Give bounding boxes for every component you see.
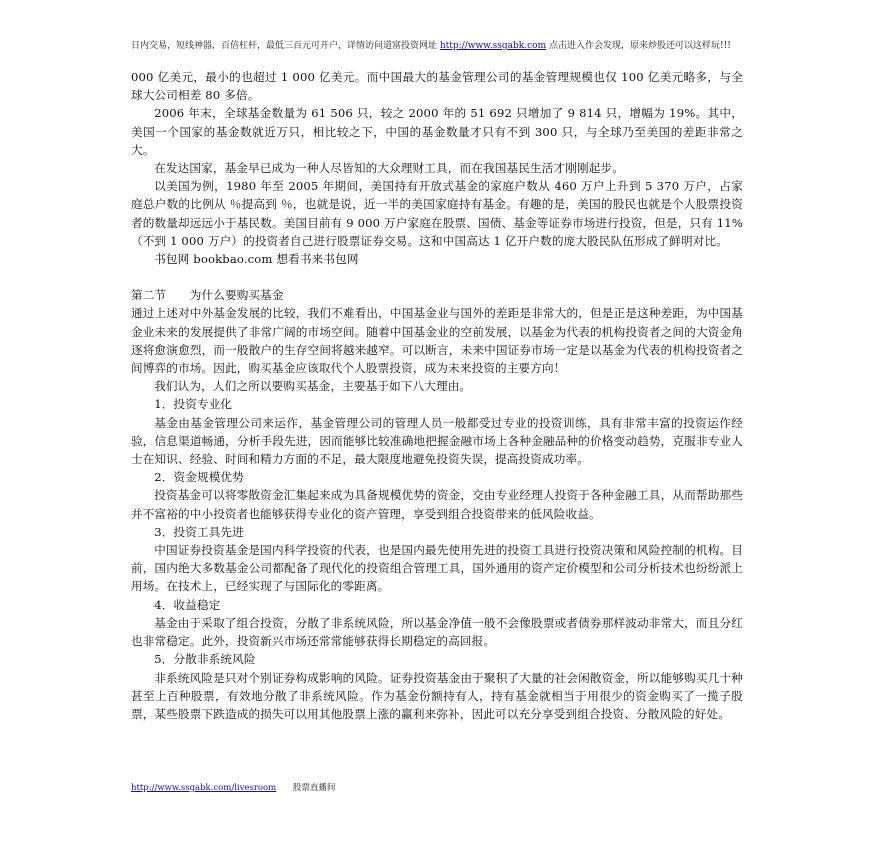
item-title: 2．资金规模优势 (154, 470, 244, 485)
item-title: 5．分散非系统风险 (154, 652, 256, 667)
footer-link[interactable]: http://www.ssgabk.com/livesroom (131, 783, 277, 793)
item-text: 非系统风险是只对个别证券构成影响的风险。证券投资基金由于聚积了大量的社会闲散资金，所以能够购买几十种甚至上百种股票，有效地分散了非系统风险。作为基金份额持有人，持有基金就相当于用很少的资金购买了一揽子股票，某些股票下跌造成的损失可以用其他股票上涨的赢利来弥补，因此可以充分享受到组合投资、分散风险的好处。 (131, 670, 743, 721)
paragraph: 书包网 bookbao.com 想看书来书包网 (154, 252, 359, 267)
section-heading: 第二节 为什么要购买基金 (131, 288, 284, 303)
item-title: 3．投资工具先进 (154, 524, 244, 539)
section-intro: 通过上述对中外基金发展的比较，我们不难看出，中国基金业与国外的差距是非常大的，但是正是这种差距，为中国基金业未来的发展提供了非常广阔的市场空间。随着中国基金业的空前发展，以基金为代表的机构投资者之间的大资金角逐将愈演愈烈，而一般散户的生存空间将越来越窄。可以断言，未来中国证券市场一定是以基金为代表的机构投资者之间博弈的市场。因此，购买基金应该取代个人股票投资，成为未来投资的主要方向！ (131, 306, 743, 376)
footer-label: 股票直播间 (292, 783, 336, 793)
header-ad-after: 点击进入作会发现，原来炒股还可以这样玩!!! (549, 41, 731, 51)
item-text: 基金由于采取了组合投资，分散了非系统风险，所以基金净值一般不会像股票或者债券那样波动非常大，而且分红也非常稳定。此外，投资新兴市场还常常能够获得长期稳定的高回报。 (131, 615, 743, 649)
item-title: 4．收益稳定 (154, 597, 221, 612)
paragraph: 000 亿美元，最小的也超过 1 000 亿美元。而中国最大的基金管理公司的基金管理规模也仅 100 亿美元略多，与全球大公司相差 80 多倍。 (131, 70, 743, 103)
paragraph: 在发达国家，基金早已成为一种人尽皆知的大众理财工具，而在我国基民生活才刚刚起步。 (154, 161, 624, 176)
section-reasons: 我们认为，人们之所以要购买基金，主要基于如下八大理由。 (154, 379, 472, 394)
item-text: 基金由基金管理公司来运作，基金管理公司的管理人员一般都受过专业的投资训练，具有非常丰富的投资运作经验，信息渠道畅通，分析手段先进，因而能够比较准确地把握金融市场上各种金融品种的价格变动趋势，克服非专业人士在知识、经验、时间和精力方面的不足，最大限度地避免投资失误，提高投资成功率。 (131, 415, 743, 467)
page-header (131, 40, 743, 52)
item-title: 1．投资专业化 (154, 397, 233, 412)
paragraph: 以美国为例，1980 年至 2005 年期间，美国持有开放式基金的家庭户数从 460 万户上升到 5 370 万户，占家庭总户数的比例从 ％提高到 ％，也就是说，近一半的美国家庭持有基金。有趣的是，美国的股民也就是个人股票投资者的数量却远远小于基民数。美国目前有 9 000 万户家庭在股票、国债、基金等证券市场进行投资，但是，只有 11%（不到 1 000 万户）的投资者自己进行股票证券交易。这和中国高达 1 亿开户数的庞大股民队伍形成了鲜明对比。 (131, 179, 743, 248)
header-link[interactable]: http://www.ssgabk.com (439, 41, 547, 51)
item-text: 中国证券投资基金是国内科学投资的代表，也是国内最先使用先进的投资工具进行投资决策和风险控制的机构。目前，国内绝大多数基金公司都配备了现代化的投资组合管理工具，国外通用的资产定价模型和公司分析技术也纷纷派上用场。在技术上，已经实现了与国际化的零距离。 (131, 543, 743, 594)
page-footer (131, 781, 335, 793)
header-ad-text: 日内交易，短线神器，百倍杠杆，最低三百元可开户，详情访问道富投资网址 (131, 41, 438, 51)
paragraph: 2006 年末，全球基金数量为 61 506 只，较之 2000 年的 51 692 只增加了 9 814 只，增幅为 19%。其中，美国一个国家的基金数就近万只，相比较之下，中国的基金数量才只有不到 300 只，与全球乃至美国的差距非常之大。 (131, 106, 743, 157)
document-body (131, 68, 743, 723)
item-text: 投资基金可以将零散资金汇集起来成为具备规模优势的资金，交由专业经理人投资于各种金融工具，从而帮助那些并不富裕的中小投资者也能够获得专业化的资产管理，享受到组合投资带来的低风险收益。 (131, 488, 743, 521)
